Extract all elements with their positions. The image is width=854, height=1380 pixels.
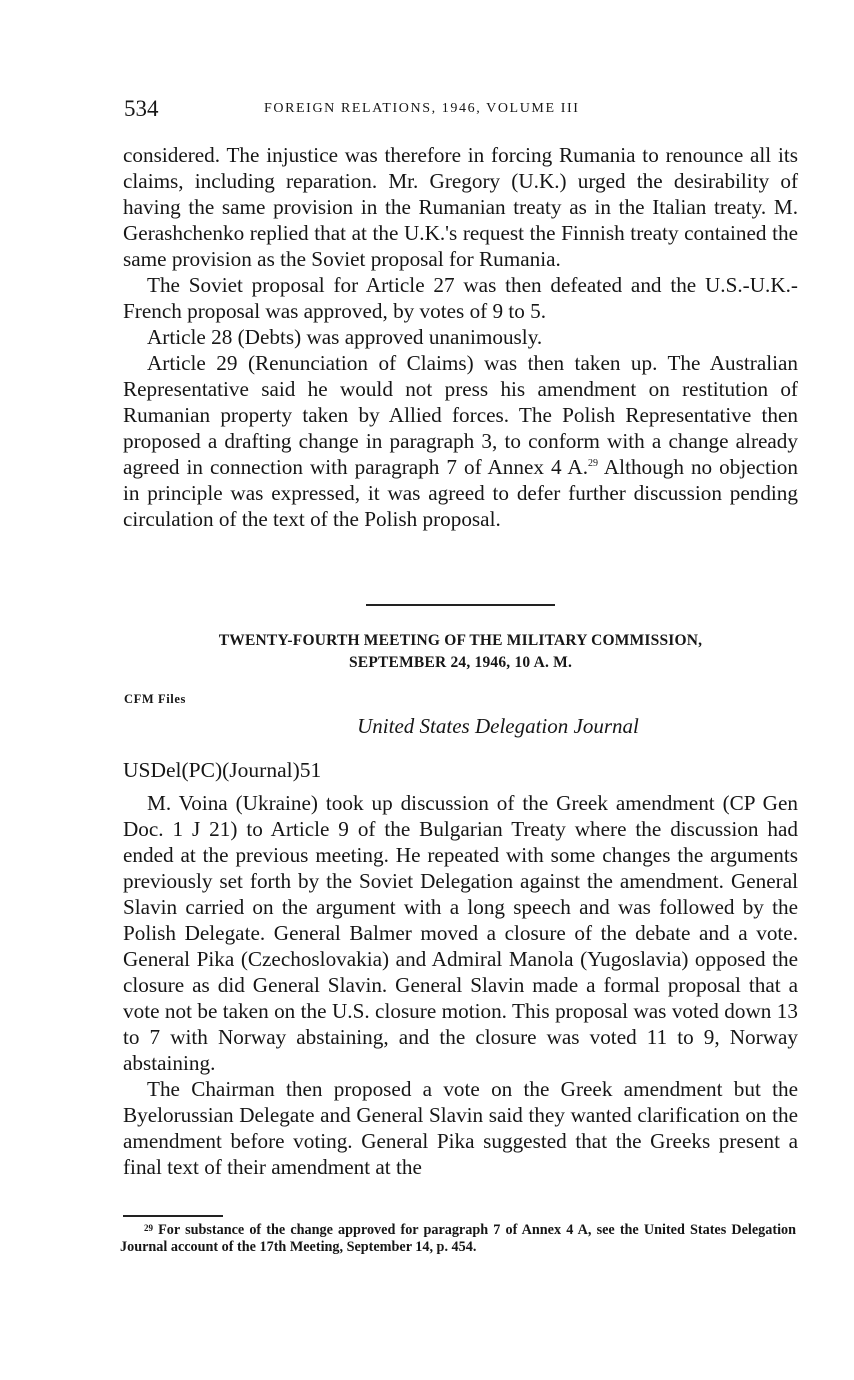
footnote-text: For substance of the change approved for paragraph 7 of Annex 4 A, see the United States Delegation Journal account of the 17th Meeting, September 14, p. 454. bbox=[120, 1222, 797, 1255]
journal-title: United States Delegation Journal bbox=[357, 714, 639, 738]
paragraph bbox=[123, 350, 798, 532]
paragraph-text: Although no objection in principle was expressed, it was agreed to defer further discussion pending circulation of the text of the Polish proposal. bbox=[123, 455, 798, 531]
paragraph-text: Article 29 (Renunciation of Claims) was then taken up. The Australian Representative said he would not press his amendment on restitution of Rumanian property taken by Allied forces. The Polish Representative then proposed a drafting change in paragraph 3, to conform with a change already agreed in connection with paragraph 7 of Annex 4 A. bbox=[123, 351, 798, 479]
body-text-top bbox=[123, 142, 798, 532]
meeting-title-line: SEPTEMBER 24, 1946, 10 A. M. bbox=[348, 654, 573, 671]
running-head: FOREIGN RELATIONS, 1946, VOLUME III bbox=[264, 101, 580, 116]
source-note: CFM Files bbox=[124, 692, 186, 706]
meeting-title bbox=[123, 630, 798, 674]
section-divider bbox=[366, 604, 555, 606]
paragraph: considered. The injustice was therefore in forcing Rumania to renounce all its claims, including reparation. Mr. Gregory (U.K.) urged the desirability of having the same provision in the Rumanian treaty as in the Italian treaty. M. Gerashchenko replied that at the U.K.'s request the Finnish treaty contained the same provision as the Soviet proposal for Rumania. bbox=[123, 143, 798, 271]
meeting-title-line: TWENTY-FOURTH MEETING OF THE MILITARY COMMISSION, bbox=[218, 632, 703, 649]
footnote-marker: 29 bbox=[144, 1223, 153, 1233]
paragraph: The Chairman then proposed a vote on the Greek amendment but the Byelorussian Delegate and General Slavin said they wanted clarification on the amendment before voting. General Pika suggested that the Greeks present a final text of their amendment at the bbox=[123, 1077, 798, 1179]
page-header bbox=[124, 96, 800, 126]
paragraph: The Soviet proposal for Article 27 was then defeated and the U.S.-U.K.-French proposal was approved, by votes of 9 to 5. bbox=[123, 273, 798, 323]
footnote-reference[interactable]: 29 bbox=[588, 458, 599, 469]
document-id: USDel(PC)(Journal)51 bbox=[123, 758, 322, 782]
footnote-divider bbox=[123, 1215, 223, 1217]
body-text-bottom bbox=[123, 790, 798, 1180]
footnote bbox=[120, 1222, 796, 1256]
page-number: 534 bbox=[124, 96, 159, 121]
paragraph: M. Voina (Ukraine) took up discussion of the Greek amendment (CP Gen Doc. 1 J 21) to Article 9 of the Bulgarian Treaty where the discussion had ended at the previous meeting. He repeated with some changes the arguments previously set forth by the Soviet Delegation against the amendment. General Slavin carried on the argument with a long speech and was followed by the Polish Delegate. General Balmer moved a closure of the debate and a vote. General Pika (Czechoslovakia) and Admiral Manola (Yugoslavia) opposed the closure as did General Slavin. General Slavin made a formal proposal that a vote not be taken on the U.S. closure motion. This proposal was voted down 13 to 7 with Norway abstaining, and the closure was voted 11 to 9, Norway abstaining. bbox=[123, 791, 798, 1075]
paragraph: Article 28 (Debts) was approved unanimously. bbox=[147, 325, 543, 349]
